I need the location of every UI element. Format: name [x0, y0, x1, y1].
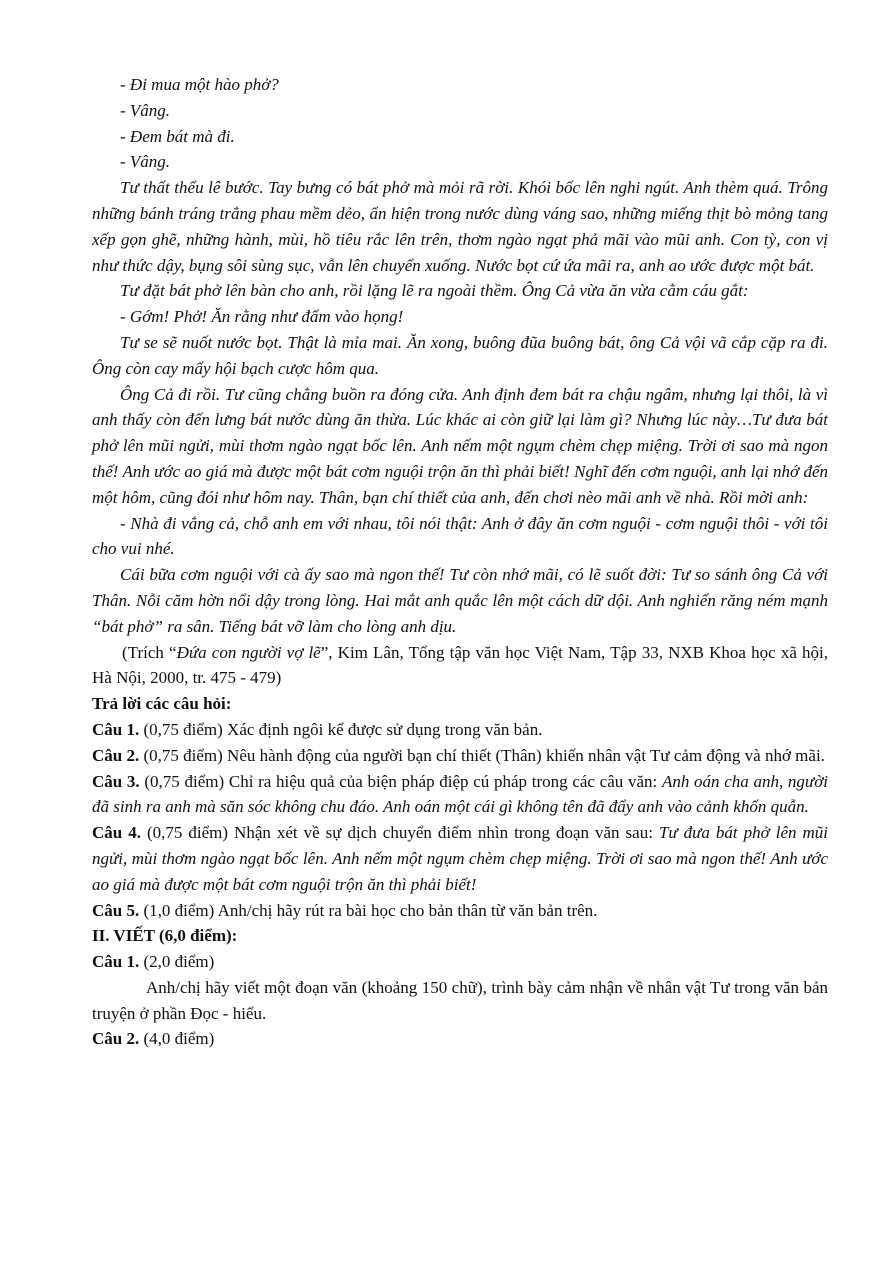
question-2: [92, 743, 828, 769]
question-5-label: Câu 5.: [92, 900, 140, 920]
question-5-text: (1,0 điểm) Anh/chị hãy rút ra bài học cho bản thân từ văn bản trên.: [139, 900, 598, 920]
question-4-quote: Tư đưa bát phở lên mũi ngửi, mùi thơm ngào ngạt bốc lên. Anh nếm một ngụm chèm chẹp miệng. Trời ơi sao mà ngon thế! Anh ước ao giá mà được một bát cơm nguội trộn ăn thì phải biết!: [92, 823, 828, 894]
question-1-label: Câu 1.: [92, 719, 140, 739]
writing-question-1: [92, 949, 828, 975]
story-paragraph-1: Tư thất thểu lê bước. Tay bưng có bát phở mà mỏi rã rời. Khói bốc lên nghi ngút. Anh thèm quá. Trông những bánh tráng trắng phau mềm dẻo, ẩn hiện trong nước dùng váng sao, những miếng thịt bò mỏng tang xếp gọn ghẽ, những hành, mùi, hồ tiêu rắc lên trên, thơm ngào ngạt phả mãi vào mũi anh. Con tỳ, con vị như thức dậy, bụng sôi sùng sục, vẫn lên chuyển xuống. Nước bọt cứ ứa mãi ra, anh ao ước được một bát.: [92, 178, 828, 275]
writing-question-1-text: Anh/chị hãy viết một đoạn văn (khoảng 150 chữ), trình bày cảm nhận về nhân vật Tư trong văn bản truyện ở phần Đọc - hiểu.: [92, 977, 828, 1023]
writing-question-2: [92, 1026, 828, 1052]
story-paragraph-5: Cái bữa cơm nguội với cà ấy sao mà ngon thế! Tư còn nhớ mãi, có lẽ suốt đời: Tư so sánh ông Cả với Thân. Nỗi căm hờn nổi dậy trong lòng. Hai mắt anh quắc lên một cách dữ dội. Anh nghiến răng ném mạnh “bát phở” ra sân. Tiếng bát vỡ làm cho lòng anh dịu.: [92, 565, 828, 636]
question-3-label: Câu 3.: [92, 771, 140, 791]
question-3-quote: Anh oán cha anh, người đã sinh ra anh mà săn sóc không chu đáo. Anh oán một cái gì không tên đã đẩy anh vào cảnh khốn quẫn.: [92, 771, 828, 817]
question-5: [92, 898, 828, 924]
question-3: [92, 769, 828, 821]
writing-question-1-label: Câu 1.: [92, 952, 140, 972]
question-1-text: (0,75 điểm) Xác định ngôi kể được sử dụng trong văn bản.: [139, 719, 543, 739]
dialogue-line-4: - Vâng.: [120, 152, 171, 172]
writing-question-1-points: (2,0 điểm): [139, 952, 215, 972]
story-paragraph-3: Tư se sẽ nuốt nước bọt. Thật là mỉa mai. Ăn xong, buông đũa buông bát, ông Cả vội vã cắp cặp ra đi. Ông còn cay mấy hội bạch cược hôm qua.: [92, 332, 828, 378]
citation-rest: ”, Kim Lân, Tổng tập văn học Việt Nam, Tập 33, NXB Khoa học xã hội, Hà Nội, 2000, tr. 475 - 479): [92, 642, 828, 688]
citation-open: (Trích “: [122, 642, 177, 662]
document-page: [92, 72, 828, 1052]
citation-title: Đứa con người vợ lẽ: [176, 642, 321, 662]
questions-heading: Trả lời các câu hỏi:: [92, 694, 232, 714]
question-1: [92, 717, 828, 743]
writing-question-2-label: Câu 2.: [92, 1029, 140, 1049]
citation: [92, 640, 828, 692]
question-4-text: (0,75 điểm) Nhận xét về sự dịch chuyển điểm nhìn trong đoạn văn sau:: [140, 823, 659, 843]
dialogue-line-6: - Nhà đi vắng cả, chỗ anh em với nhau, tôi nói thật: Anh ở đây ăn cơm nguội - cơm nguội thôi - với tôi cho vui nhé.: [92, 513, 828, 559]
dialogue-line-1: - Đi mua một hào phở?: [120, 75, 279, 94]
question-2-text: (0,75 điểm) Nêu hành động của người bạn chí thiết (Thân) khiến nhân vật Tư cảm động và nhớ mãi.: [139, 745, 825, 765]
question-3-text: (0,75 điểm) Chỉ ra hiệu quả của biện pháp điệp cú pháp trong các câu văn:: [139, 771, 662, 791]
story-paragraph-4: Ông Cả đi rồi. Tư cũng chẳng buồn ra đóng cửa. Anh định đem bát ra chậu ngâm, nhưng lại thôi, là vì anh thấy còn đến lưng bát nước dùng ăn thừa. Lúc khác ai còn giữ lại làm gì? Nhưng lúc này…Tư đưa bát phở lên mũi ngửi, mùi thơm ngào ngạt bốc lên. Anh nếm một ngụm chèm chẹp miệng. Trời ơi sao mà ngon thế! Anh ước ao giá mà được một bát cơm nguội trộn ăn thì phải biết! Nghĩ đến cơm nguội, anh lại nhớ đến một hôm, cũng đói như hôm nay. Thân, bạn chí thiết của anh, đến chơi nèo mãi anh về nhà. Rồi mời anh:: [92, 384, 828, 507]
question-4-label: Câu 4.: [92, 823, 141, 843]
writing-question-2-points: (4,0 điểm): [139, 1029, 215, 1049]
dialogue-line-2: - Vâng.: [120, 100, 171, 120]
dialogue-line-5: - Gớm! Phở! Ăn rằng như đấm vào họng!: [120, 307, 404, 327]
question-4: [92, 820, 828, 897]
question-2-label: Câu 2.: [92, 745, 140, 765]
dialogue-line-3: - Đem bát mà đi.: [120, 126, 235, 146]
writing-heading: II. VIẾT (6,0 điểm):: [92, 926, 238, 946]
story-paragraph-2: Tư đặt bát phở lên bàn cho anh, rồi lặng lẽ ra ngoài thềm. Ông Cả vừa ăn vừa cằm cáu gắt:: [120, 281, 749, 301]
